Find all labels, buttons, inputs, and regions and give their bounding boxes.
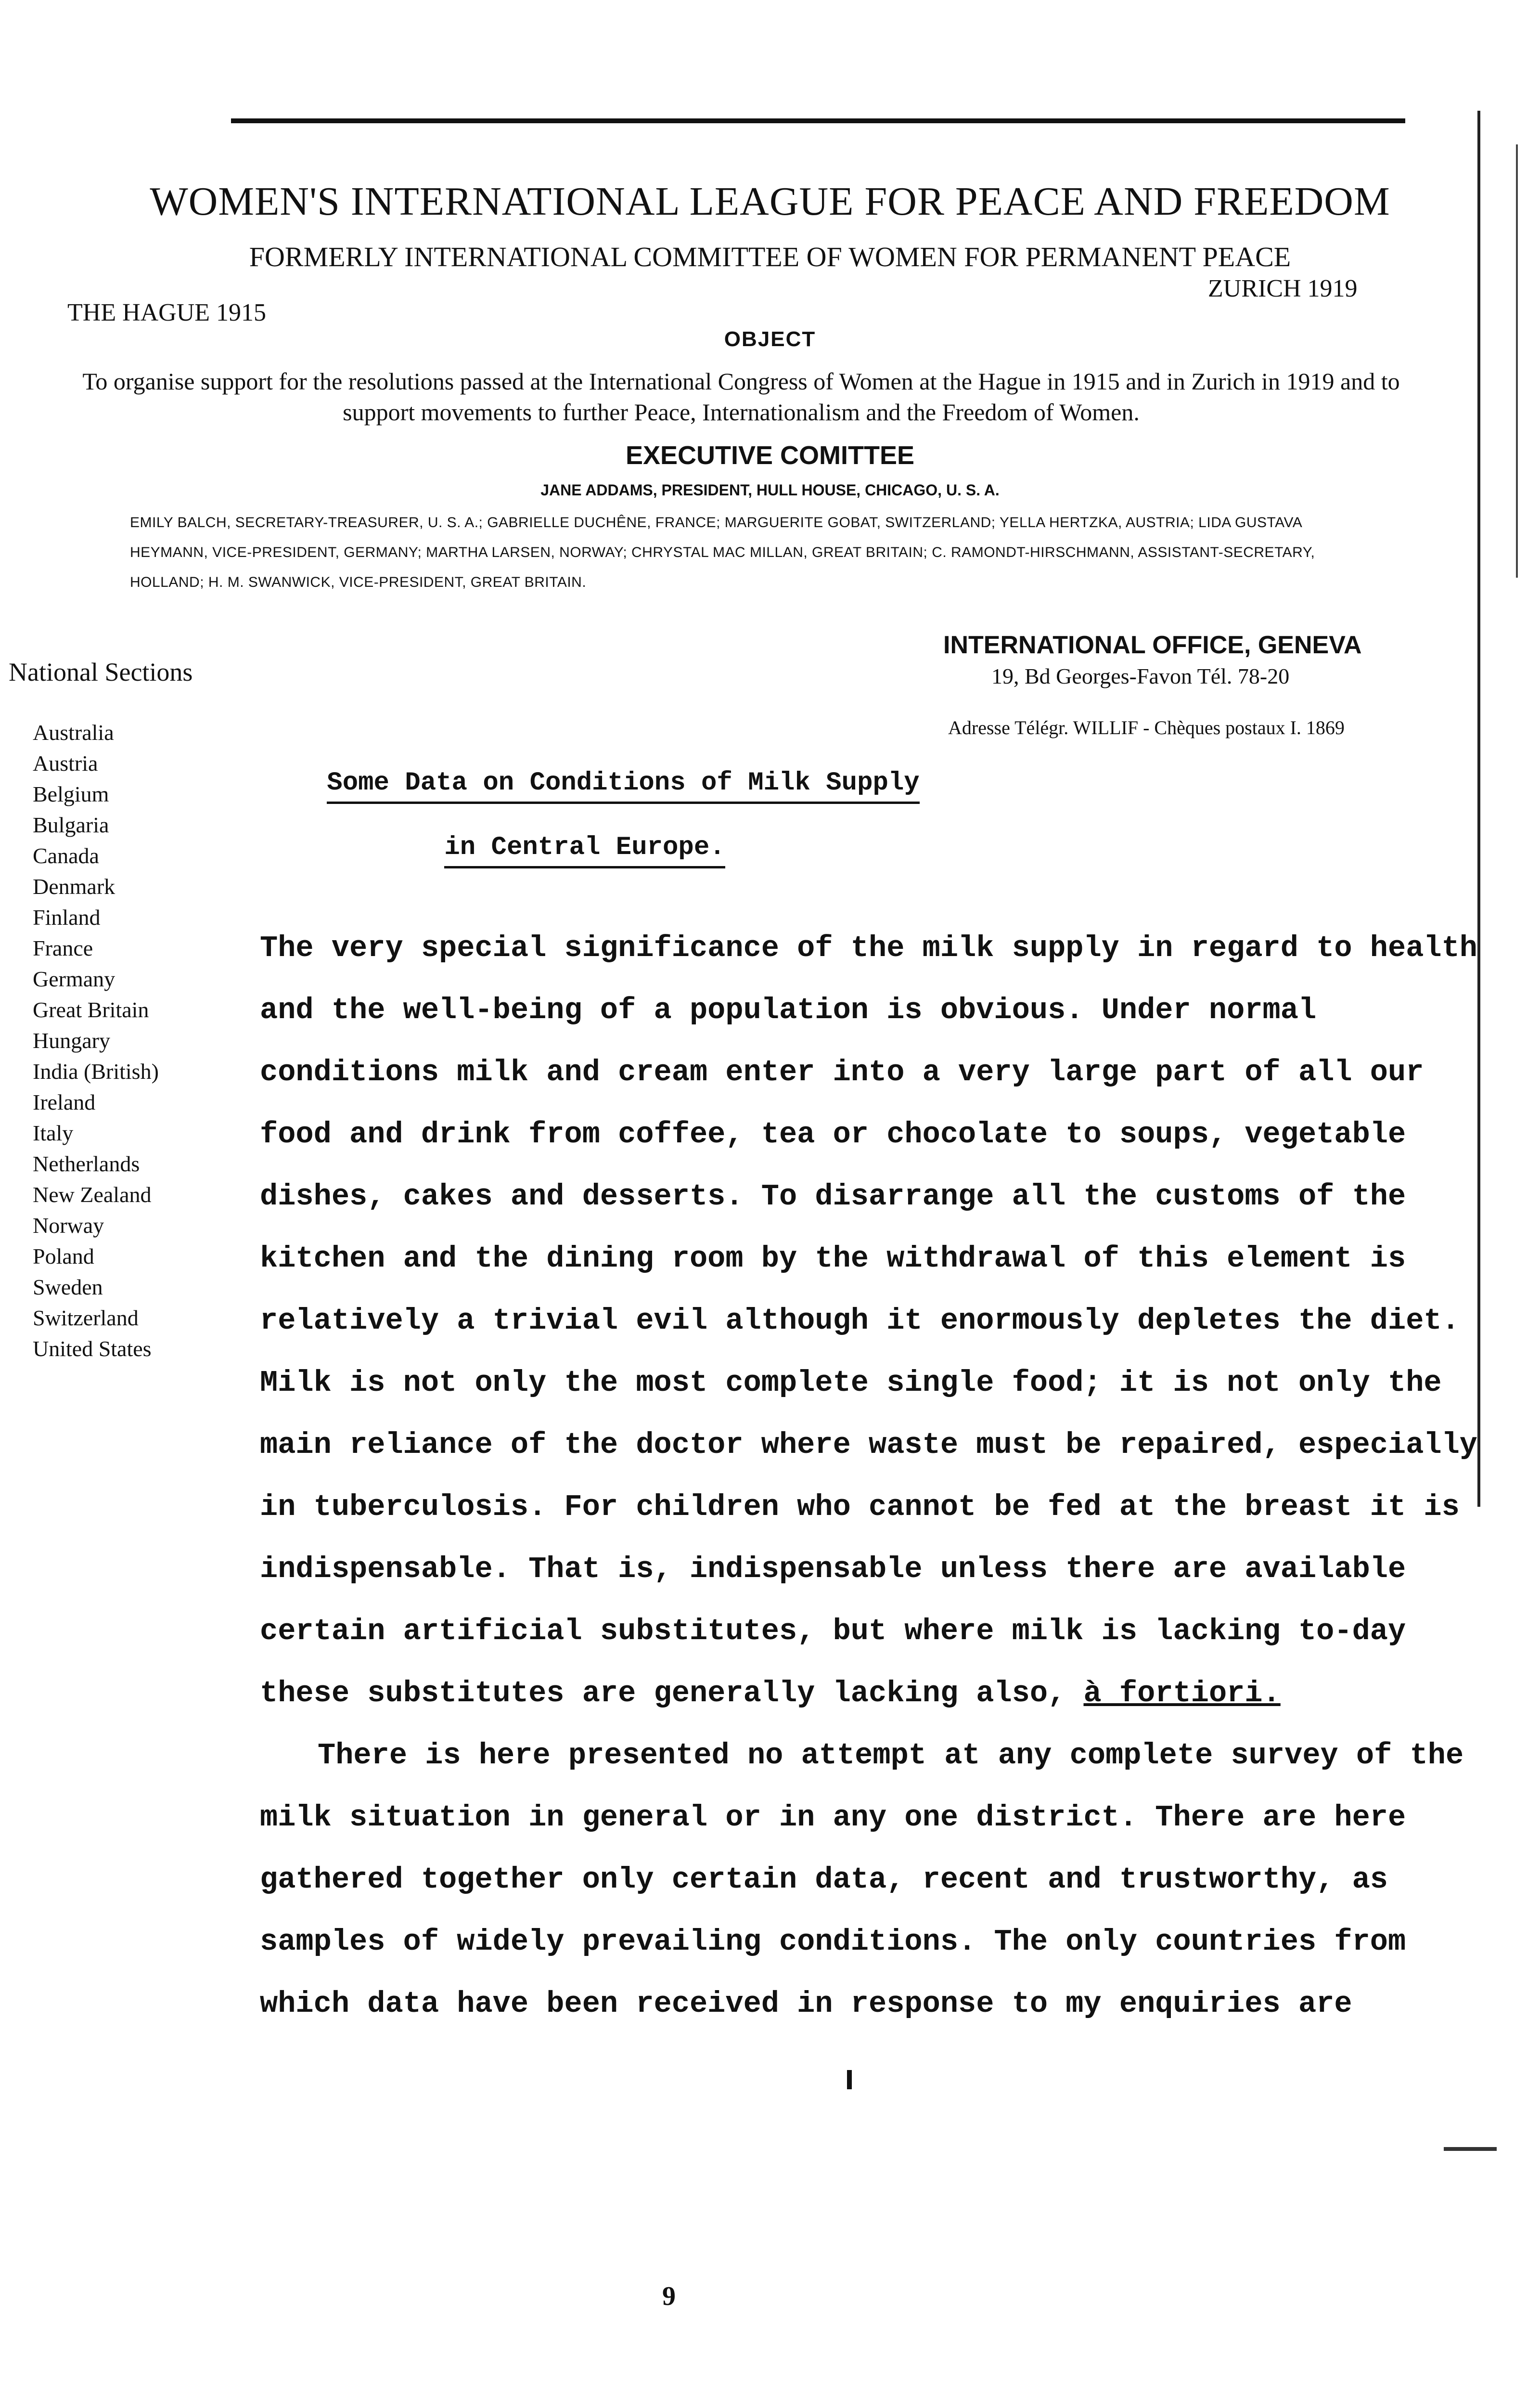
formerly-line: FORMERLY INTERNATIONAL COMMITTEE OF WOMEN FOR PERMANENT PEACE — [249, 241, 1291, 272]
committee-members: EMILY BALCH, SECRETARY-TREASURER, U. S. A.; GABRIELLE DUCHÊNE, FRANCE; MARGUERITE GOBAT, SWITZERLAND; YELLA HERTZKA, AUSTRIA; LIDA GUSTAVA HEYMANN, VICE-PRESIDENT, GERMANY; MARTHA LARSEN, NORWAY; CHRYSTAL MAC MILLAN, GREAT BRITAIN; C. RAMONDT-HIRSCHMANN, ASSISTANT-SECRETARY, HOLLAND; H. M. SWANWICK, VICE-PRESIDENT, GREAT BRITAIN. — [130, 515, 1315, 590]
list-item: France — [33, 936, 93, 960]
list-item: Poland — [33, 1244, 94, 1268]
list-item: Finland — [33, 905, 101, 930]
list-item: Australia — [33, 720, 114, 745]
president-line: JANE ADDAMS, PRESIDENT, HULL HOUSE, CHICAGO, U. S. A. — [540, 481, 1000, 499]
office-address: 19, Bd Georges-Favon Tél. 78-20 — [991, 664, 1290, 688]
scan-mark — [1444, 2147, 1497, 2151]
list-item: Ireland — [33, 1090, 96, 1114]
document-body — [260, 917, 1482, 2035]
list-item: Italy — [33, 1121, 74, 1145]
paragraph: There is here presented no attempt at any complete survey of the milk situation in general or in any one district. There are here gathered together only certain data, recent and trustworthy, as samples of widely prevailing conditions. The only countries from which data have been received in response to my enquiries are — [260, 1738, 1464, 2021]
list-item: Denmark — [33, 874, 116, 899]
title-line-2: in Central Europe. — [444, 833, 725, 868]
list-item: India (British) — [33, 1059, 159, 1084]
list-item: Belgium — [33, 782, 109, 806]
document-subtitle — [116, 833, 1054, 862]
emphasis-text: à fortiori. — [1083, 1676, 1281, 1710]
national-sections-heading: National Sections — [9, 658, 193, 686]
page-number: 9 — [662, 2281, 676, 2311]
list-item: Canada — [33, 843, 99, 868]
zurich-date: ZURICH 1919 — [1208, 275, 1358, 302]
paragraph — [260, 917, 1482, 1724]
list-item: Hungary — [33, 1028, 110, 1053]
top-rule — [231, 118, 1405, 123]
hague-date: THE HAGUE 1915 — [67, 299, 267, 326]
list-item: Netherlands — [33, 1152, 140, 1176]
list-item: Great Britain — [33, 997, 149, 1022]
list-item: New Zealand — [33, 1182, 152, 1207]
list-item: Switzerland — [33, 1306, 139, 1330]
list-item: Sweden — [33, 1275, 103, 1299]
list-item: Bulgaria — [33, 813, 109, 837]
list-item: United States — [33, 1336, 152, 1361]
organization-title: WOMEN'S INTERNATIONAL LEAGUE FOR PEACE AND FREEDOM — [150, 179, 1390, 224]
executive-heading: EXECUTIVE COMITTEE — [625, 441, 915, 470]
scan-mark — [847, 2070, 852, 2089]
paragraph-text: The very special significance of the milk supply in regard to health and the well-being of a population is obvious. Under normal conditions milk and cream enter into a very large part of all our food and drink from coffee, tea or chocolate to soups, vegetable dishes, cakes and desserts. To disarrange all the customs of the kitchen and the dining room by the withdrawal of this element is relatively a trivial evil although it enormously depletes the diet. Milk is not only the most complete single food; it is not only the main reliance of the doctor where waste must be repaired, especially in tuberculosis. For children who cannot be fed at the breast it is indispensable. That is, indispensable unless there are available certain artificial substitutes, but where milk is lacking to-day these substitutes are generally lacking also, — [260, 931, 1478, 1710]
international-office: INTERNATIONAL OFFICE, GENEVA — [943, 631, 1362, 659]
object-heading: OBJECT — [724, 327, 816, 351]
title-line-1: Some Data on Conditions of Milk Supply — [327, 768, 919, 804]
list-item: Germany — [33, 967, 116, 991]
object-text: To organise support for the resolutions passed at the International Congress of Women at the Hague in 1915 and in Zurich in 1919 and to support movements to further Peace, Internationalism and the Freedom of Women. — [82, 368, 1400, 426]
list-item: Norway — [33, 1213, 104, 1238]
document-title — [154, 768, 1092, 798]
list-item: Austria — [33, 751, 98, 776]
national-sections-list — [33, 717, 159, 1364]
telegraph-address: Adresse Télégr. WILLIF - Chèques postaux I. 1869 — [948, 717, 1345, 738]
